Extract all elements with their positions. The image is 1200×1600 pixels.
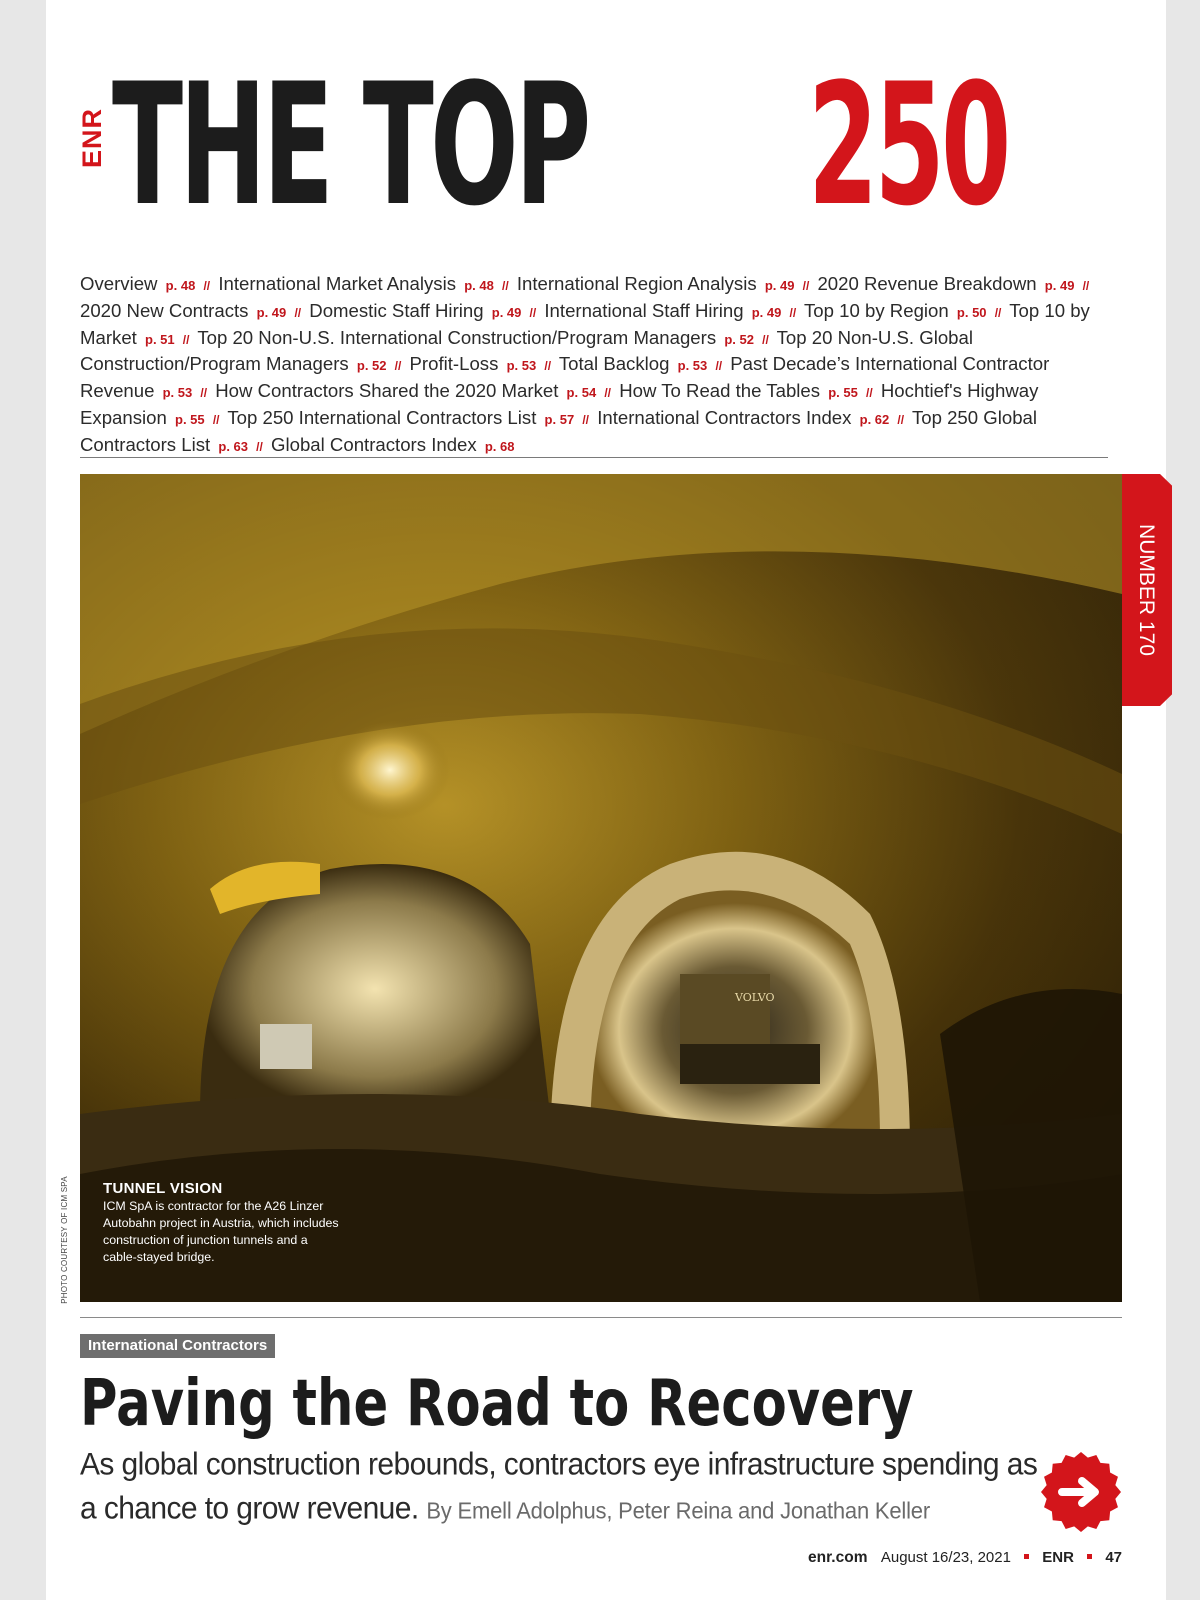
excavator-label: VOLVO bbox=[735, 991, 775, 1004]
toc-item-label: International Market Analysis bbox=[218, 273, 457, 294]
toc-page-ref: p. 53 bbox=[162, 385, 193, 401]
page-title-the-top: THE TOP bbox=[112, 47, 588, 243]
section-badge: International Contractors bbox=[80, 1334, 275, 1358]
toc-page-ref: p. 55 bbox=[175, 411, 205, 427]
toc-separator: // bbox=[994, 305, 1002, 320]
toc-separator: // bbox=[802, 279, 810, 293]
toc-separator: // bbox=[294, 305, 302, 320]
toc-item-label: 2020 Revenue Breakdown bbox=[817, 273, 1037, 294]
toc-item-label: How To Read the Tables bbox=[619, 380, 821, 402]
toc-item-label: Top 10 by Region bbox=[804, 299, 949, 321]
toc-item-label: International Staff Hiring bbox=[544, 299, 744, 321]
toc-separator: // bbox=[502, 279, 509, 293]
article-title: Paving the Road to Recovery bbox=[80, 1367, 914, 1441]
toc-separator: // bbox=[182, 332, 190, 347]
toc-item-label: International Contractors Index bbox=[597, 406, 852, 428]
toc-page-ref: p. 62 bbox=[859, 411, 890, 427]
toc-page-ref: p. 49 bbox=[491, 304, 522, 320]
toc-page-ref: p. 49 bbox=[764, 278, 795, 293]
footer-site: enr.com bbox=[808, 1549, 868, 1566]
issue-number-label: NUMBER 170 bbox=[1135, 524, 1158, 656]
page-footer bbox=[808, 1549, 1122, 1567]
footer-page-number: 47 bbox=[1105, 1549, 1122, 1566]
photo-credit: PHOTO COURTESY OF ICM SPA bbox=[60, 1176, 69, 1304]
caption-title: TUNNEL VISION bbox=[103, 1180, 223, 1197]
toc-separator: // bbox=[394, 359, 402, 374]
toc-separator: // bbox=[715, 359, 723, 374]
toc-separator: // bbox=[200, 386, 208, 401]
toc-separator: // bbox=[203, 279, 211, 293]
enr-logo: ENR bbox=[77, 108, 107, 169]
toc-page-ref: p. 49 bbox=[751, 304, 782, 320]
toc-separator: // bbox=[604, 386, 612, 401]
toc-item-label: Top 20 Non-U.S. Global Construction/Program Managers bbox=[80, 326, 973, 375]
toc-item-label: Top 250 International Contractors List bbox=[227, 406, 537, 428]
toc-item-label: 2020 New Contracts bbox=[80, 299, 249, 321]
caption-text: ICM SpA is contractor for the A26 Linzer Autobahn project in Austria, which includes construction of junction tunnels and a cable-stayed bridge. bbox=[103, 1199, 339, 1264]
toc-page-ref: p. 49 bbox=[1044, 278, 1075, 293]
toc-page-ref: p. 48 bbox=[464, 278, 494, 293]
toc-page-ref: p. 53 bbox=[506, 358, 537, 374]
toc-item-label: Global Contractors Index bbox=[271, 433, 477, 455]
photo-caption bbox=[103, 1180, 343, 1266]
toc-item-label: Top 20 Non-U.S. International Construction/Program Managers bbox=[197, 326, 717, 348]
toc-item-label: Total Backlog bbox=[558, 353, 670, 375]
toc-item-label: Overview bbox=[80, 273, 158, 294]
toc-page-ref: p. 52 bbox=[724, 331, 754, 347]
toc-item-label: Hochtief's Highway Expansion bbox=[80, 380, 1039, 428]
toc-separator: // bbox=[212, 412, 220, 427]
byline: By Emell Adolphus, Peter Reina and Jonathan Keller bbox=[426, 1497, 930, 1524]
footer-bullet bbox=[1024, 1554, 1029, 1559]
toc-separator: // bbox=[866, 386, 873, 401]
toc-page-ref: p. 63 bbox=[218, 438, 248, 454]
toc-page-ref: p. 51 bbox=[145, 331, 175, 347]
toc-item-label: Domestic Staff Hiring bbox=[309, 299, 484, 321]
toc-separator: // bbox=[1082, 279, 1090, 293]
page-title-250: 250 bbox=[808, 47, 1008, 243]
toc-separator: // bbox=[544, 359, 552, 374]
toc-separator: // bbox=[582, 412, 590, 427]
dek-text: As global construction rebounds, contractors eye infrastructure spending as a chance to grow revenue. bbox=[80, 1447, 1038, 1526]
toc-item-label: How Contractors Shared the 2020 Market bbox=[215, 380, 559, 402]
toc-page-ref: p. 57 bbox=[544, 411, 575, 427]
footer-brand: ENR bbox=[1042, 1549, 1074, 1566]
toc-separator: // bbox=[762, 332, 769, 347]
divider bbox=[80, 457, 1108, 458]
toc-item-label: International Region Analysis bbox=[516, 273, 757, 294]
footer-date: August 16/23, 2021 bbox=[880, 1549, 1011, 1566]
toc-separator: // bbox=[529, 305, 537, 320]
toc-page-ref: p. 55 bbox=[828, 385, 858, 401]
toc-separator: // bbox=[897, 412, 905, 427]
toc-page-ref: p. 49 bbox=[256, 304, 287, 320]
arrow-right-icon bbox=[1040, 1451, 1122, 1533]
toc-page-ref: p. 50 bbox=[956, 304, 987, 320]
divider bbox=[80, 1317, 1122, 1318]
toc-separator: // bbox=[256, 439, 263, 454]
toc-separator: // bbox=[789, 305, 797, 320]
toc-page-ref: p. 54 bbox=[566, 385, 597, 401]
toc-page-ref: p. 68 bbox=[484, 438, 515, 454]
toc-page-ref: p. 48 bbox=[165, 278, 196, 293]
toc-item-label: Top 10 by Market bbox=[80, 299, 1090, 348]
footer-bullet bbox=[1087, 1554, 1092, 1559]
toc-page-ref: p. 53 bbox=[677, 358, 708, 374]
toc-item-label: Profit-Loss bbox=[409, 353, 499, 375]
tunnel-photo bbox=[80, 474, 1122, 1302]
table-of-contents bbox=[80, 272, 1120, 460]
toc-page-ref: p. 52 bbox=[356, 358, 387, 374]
tunnel-illustration bbox=[80, 474, 1122, 1302]
toc-item-label: Top 250 Global Contractors List bbox=[80, 406, 1038, 455]
article-dek bbox=[80, 1443, 1040, 1533]
toc-item-label: Past Decade’s International Contractor Revenue bbox=[80, 353, 1050, 402]
